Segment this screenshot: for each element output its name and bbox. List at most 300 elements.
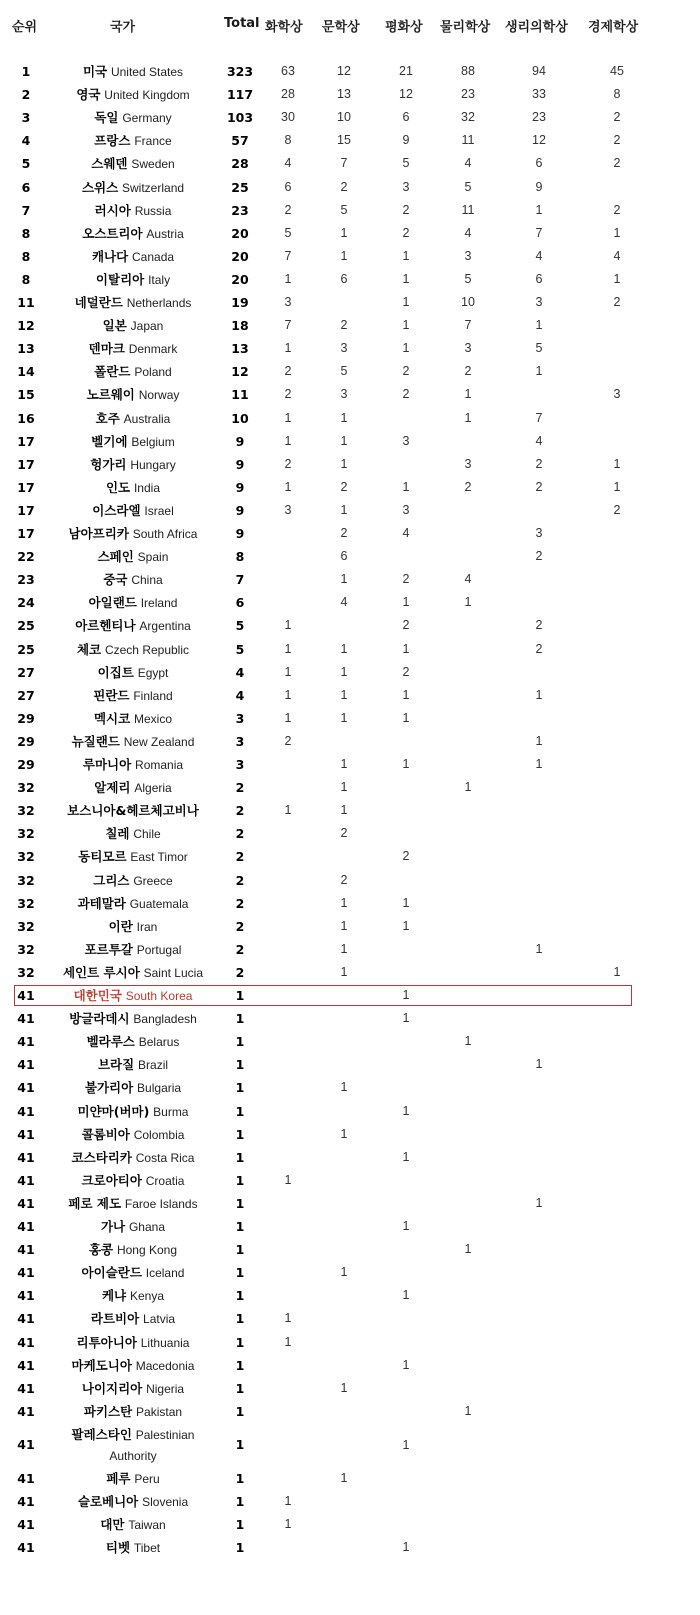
cell-country <box>52 661 214 684</box>
cell-peace: 4 <box>402 526 410 540</box>
cell-country <box>52 499 214 522</box>
cell-total: 1 <box>235 1011 245 1027</box>
cell-physics <box>444 984 492 1007</box>
header-country: 국가 <box>110 20 136 35</box>
cell-country <box>52 1100 214 1123</box>
cell-total: 2 <box>235 941 245 957</box>
cell-chemistry <box>265 938 311 961</box>
table-row <box>0 1513 700 1536</box>
cell-total: 1 <box>235 1357 245 1373</box>
country-name-korean: 체코 <box>76 641 102 657</box>
cell-total: 13 <box>231 341 249 357</box>
cell-country <box>52 753 214 776</box>
country-name-korean: 동티모르 <box>78 849 127 865</box>
cell-literature <box>320 1423 368 1467</box>
cell-peace <box>382 1192 430 1215</box>
cell-physics: 1 <box>464 410 472 425</box>
cell-rank: 41 <box>17 1242 35 1258</box>
cell-rank: 32 <box>17 849 35 865</box>
header-peace: 평화상 <box>385 20 423 35</box>
cell-peace <box>382 1238 430 1261</box>
cell-economics: 2 <box>613 295 621 309</box>
cell-rank: 41 <box>17 1403 35 1419</box>
cell-chemistry: 2 <box>284 733 292 748</box>
cell-medicine: 2 <box>535 641 543 656</box>
cell-rank: 29 <box>17 733 35 749</box>
cell-rank: 1 <box>21 64 31 79</box>
cell-literature <box>320 1284 368 1307</box>
table-row <box>0 1146 700 1169</box>
cell-physics <box>444 892 492 915</box>
cell-peace <box>382 1513 430 1536</box>
country-name-korean: 미얀마(버마) <box>77 1103 150 1119</box>
cell-physics: 1 <box>464 1403 472 1418</box>
cell-rank: 41 <box>17 1011 35 1027</box>
cell-chemistry <box>265 1238 311 1261</box>
cell-physics: 1 <box>464 1242 472 1257</box>
table-row <box>0 60 700 83</box>
cell-medicine <box>515 1261 563 1284</box>
cell-peace: 9 <box>402 133 410 148</box>
cell-physics <box>444 1261 492 1284</box>
table-row <box>0 314 700 337</box>
country-name-korean: 아일랜드 <box>88 595 137 611</box>
cell-total: 323 <box>226 64 254 79</box>
cell-peace <box>382 730 430 753</box>
cell-literature: 1 <box>340 1126 348 1141</box>
country-name-korean: 핀란드 <box>93 687 130 703</box>
country-name-english: Guatemala <box>129 896 189 911</box>
country-name-english: Italy <box>148 272 171 287</box>
cell-chemistry: 2 <box>284 387 292 402</box>
country-name-english: New Zealand <box>123 734 195 749</box>
table-row <box>0 268 700 291</box>
cell-medicine: 1 <box>535 1195 543 1210</box>
country-name-english: Kenya <box>129 1289 164 1304</box>
cell-chemistry <box>265 1007 311 1030</box>
cell-economics <box>593 938 641 961</box>
cell-total: 1 <box>235 1242 245 1258</box>
cell-chemistry <box>265 1400 311 1423</box>
cell-country <box>52 1123 214 1146</box>
cell-peace: 1 <box>402 271 410 286</box>
cell-physics <box>444 822 492 845</box>
table-row <box>0 845 700 868</box>
cell-total: 23 <box>231 202 249 218</box>
cell-rank: 41 <box>17 1540 35 1556</box>
cell-medicine: 4 <box>535 433 543 448</box>
cell-literature <box>320 1215 368 1238</box>
cell-medicine <box>515 1238 563 1261</box>
cell-country <box>52 1215 214 1238</box>
cell-peace <box>382 799 430 822</box>
cell-economics <box>593 845 641 868</box>
cell-total: 28 <box>231 156 249 172</box>
cell-economics <box>593 1123 641 1146</box>
country-name-korean: 중국 <box>103 572 128 588</box>
cell-total: 1 <box>235 1172 245 1188</box>
cell-literature: 1 <box>340 1265 348 1280</box>
table-row <box>0 568 700 591</box>
cell-peace <box>382 1377 430 1400</box>
cell-literature: 13 <box>337 87 351 102</box>
cell-chemistry <box>265 1100 311 1123</box>
cell-total: 5 <box>235 618 245 634</box>
cell-total: 20 <box>231 225 249 241</box>
cell-country <box>52 892 214 915</box>
cell-peace: 5 <box>402 156 410 171</box>
cell-total: 9 <box>235 456 245 472</box>
cell-economics: 1 <box>613 225 621 240</box>
cell-literature <box>320 1307 368 1330</box>
cell-country <box>52 799 214 822</box>
cell-country <box>52 199 214 222</box>
cell-country <box>52 476 214 499</box>
cell-rank: 17 <box>17 456 35 472</box>
cell-medicine: 2 <box>535 549 543 564</box>
header-literature: 문학상 <box>322 20 360 35</box>
cell-rank: 13 <box>17 341 35 357</box>
cell-chemistry <box>265 753 311 776</box>
cell-rank: 41 <box>17 1265 35 1281</box>
cell-physics <box>444 1536 492 1559</box>
cell-literature <box>320 730 368 753</box>
cell-rank: 22 <box>17 549 35 565</box>
cell-peace <box>382 938 430 961</box>
table-row <box>0 430 700 453</box>
cell-total: 3 <box>235 733 245 749</box>
cell-economics <box>593 1354 641 1377</box>
cell-medicine: 12 <box>532 133 546 148</box>
country-name-english: Belarus <box>138 1035 180 1050</box>
cell-total: 1 <box>235 1103 245 1119</box>
cell-literature <box>320 1354 368 1377</box>
cell-literature: 2 <box>340 826 348 841</box>
cell-literature <box>320 1192 368 1215</box>
cell-physics: 4 <box>464 225 472 240</box>
cell-total: 2 <box>235 964 245 980</box>
table-row <box>0 1076 700 1099</box>
cell-country <box>52 222 214 245</box>
cell-literature <box>320 1030 368 1053</box>
cell-chemistry: 1 <box>284 410 292 425</box>
cell-economics <box>593 176 641 199</box>
country-name-korean: 크로아티아 <box>81 1172 142 1188</box>
cell-economics <box>593 869 641 892</box>
cell-peace: 1 <box>402 1103 410 1118</box>
cell-total: 1 <box>235 1288 245 1304</box>
cell-chemistry <box>265 568 311 591</box>
cell-total: 1 <box>235 1057 245 1073</box>
cell-peace <box>382 869 430 892</box>
cell-medicine: 2 <box>535 479 543 494</box>
cell-peace: 1 <box>402 248 410 263</box>
cell-country <box>52 383 214 406</box>
cell-country <box>52 591 214 614</box>
cell-rank: 8 <box>21 248 31 264</box>
cell-economics <box>593 1490 641 1513</box>
cell-medicine: 4 <box>535 248 543 263</box>
cell-chemistry: 1 <box>284 1172 292 1187</box>
cell-peace: 1 <box>402 479 410 494</box>
cell-total: 1 <box>235 1436 245 1452</box>
table-row <box>0 1030 700 1053</box>
cell-peace: 1 <box>402 757 410 771</box>
cell-total: 1 <box>235 1517 245 1533</box>
cell-country <box>52 1192 214 1215</box>
country-name-korean: 벨라루스 <box>86 1034 135 1050</box>
country-name-korean: 세인트 루시아 <box>62 964 140 980</box>
cell-rank: 24 <box>17 595 35 611</box>
cell-economics <box>593 1307 641 1330</box>
cell-total: 10 <box>231 410 249 426</box>
cell-medicine: 33 <box>532 87 546 102</box>
cell-economics: 2 <box>613 133 621 148</box>
cell-physics: 4 <box>464 572 472 587</box>
country-name-english: Spain <box>137 550 169 565</box>
cell-medicine: 9 <box>535 179 543 194</box>
country-name-korean: 이집트 <box>97 664 134 680</box>
cell-economics <box>593 1169 641 1192</box>
cell-medicine <box>515 1076 563 1099</box>
table-row <box>0 730 700 753</box>
cell-physics: 4 <box>464 156 472 171</box>
cell-economics <box>593 337 641 360</box>
cell-total: 1 <box>235 1540 245 1556</box>
cell-peace: 12 <box>399 87 413 102</box>
cell-literature: 1 <box>340 1080 348 1095</box>
cell-rank: 32 <box>17 803 35 819</box>
cell-country <box>52 360 214 383</box>
cell-chemistry: 5 <box>284 225 292 240</box>
country-name-korean: 영국 <box>76 87 101 103</box>
cell-medicine <box>515 1467 563 1490</box>
country-name-korean: 파키스탄 <box>83 1403 133 1419</box>
cell-literature: 2 <box>340 179 348 194</box>
cell-total: 2 <box>235 918 245 934</box>
cell-rank: 12 <box>17 318 35 334</box>
cell-medicine <box>515 1423 563 1467</box>
cell-peace: 1 <box>402 295 410 309</box>
cell-literature: 1 <box>340 803 348 818</box>
country-name-english: Germany <box>122 111 172 126</box>
cell-physics <box>444 1467 492 1490</box>
cell-rank: 41 <box>17 1436 35 1452</box>
cell-medicine <box>515 1123 563 1146</box>
country-name-korean: 뉴질랜드 <box>71 733 120 749</box>
cell-rank: 32 <box>17 895 35 911</box>
table-row <box>0 476 700 499</box>
cell-chemistry <box>265 1536 311 1559</box>
cell-total: 1 <box>235 1334 245 1350</box>
cell-chemistry <box>265 961 311 984</box>
country-name-english: Russia <box>134 203 172 218</box>
cell-medicine <box>515 1169 563 1192</box>
country-name-korean: 덴마크 <box>88 341 125 357</box>
country-name-english: Palestinian Authority <box>109 1427 195 1463</box>
table-row <box>0 984 700 1007</box>
table-row <box>0 1490 700 1513</box>
cell-physics: 3 <box>464 341 472 356</box>
cell-physics <box>444 1123 492 1146</box>
cell-economics: 4 <box>613 248 621 263</box>
cell-economics: 45 <box>610 64 624 78</box>
cell-economics <box>593 730 641 753</box>
table-row <box>0 707 700 730</box>
cell-physics <box>444 1146 492 1169</box>
cell-chemistry: 1 <box>284 1494 292 1509</box>
cell-peace: 2 <box>402 364 410 379</box>
country-name-korean: 멕시코 <box>93 710 131 726</box>
table-row <box>0 1331 700 1354</box>
table-row <box>0 1536 700 1559</box>
cell-peace: 3 <box>402 433 410 448</box>
cell-medicine <box>515 776 563 799</box>
cell-peace: 21 <box>399 64 413 78</box>
country-name-english: Iceland <box>145 1266 185 1281</box>
cell-country <box>52 776 214 799</box>
cell-medicine: 2 <box>535 456 543 471</box>
cell-total: 9 <box>235 526 245 541</box>
cell-economics <box>593 638 641 661</box>
country-name-korean: 페루 <box>106 1471 131 1486</box>
cell-medicine <box>515 1331 563 1354</box>
cell-chemistry: 3 <box>284 295 292 309</box>
country-name-english: Romania <box>135 758 184 772</box>
country-name-korean: 리투아니아 <box>76 1334 137 1350</box>
country-name-english: Greece <box>133 873 173 888</box>
cell-economics <box>593 545 641 568</box>
header-total: Total <box>224 16 260 31</box>
cell-medicine <box>515 799 563 822</box>
cell-peace <box>382 1307 430 1330</box>
cell-total: 4 <box>235 664 245 680</box>
cell-chemistry: 28 <box>281 87 295 102</box>
cell-rank: 23 <box>17 572 35 588</box>
table-row <box>0 337 700 360</box>
cell-chemistry: 4 <box>284 156 292 171</box>
cell-country <box>52 1377 214 1400</box>
cell-rank: 6 <box>21 179 31 195</box>
cell-medicine <box>515 661 563 684</box>
cell-total: 19 <box>231 295 249 310</box>
cell-country <box>52 1076 214 1099</box>
cell-literature: 1 <box>340 225 348 240</box>
cell-economics <box>593 614 641 637</box>
table-row <box>0 684 700 707</box>
country-name-english: Latvia <box>143 1312 176 1327</box>
country-name-english: United States <box>110 65 184 79</box>
cell-physics <box>444 661 492 684</box>
cell-medicine: 1 <box>535 941 543 956</box>
cell-physics <box>444 1331 492 1354</box>
cell-chemistry <box>265 1284 311 1307</box>
table-row <box>0 129 700 152</box>
cell-economics <box>593 915 641 938</box>
cell-medicine: 6 <box>535 156 543 171</box>
cell-total: 9 <box>235 479 245 495</box>
cell-physics: 1 <box>464 387 472 402</box>
cell-country <box>52 1030 214 1053</box>
country-name-korean: 호주 <box>95 410 120 426</box>
table-row <box>0 199 700 222</box>
country-name-english: Tibet <box>133 1541 161 1556</box>
table-row <box>0 522 700 545</box>
cell-economics <box>593 360 641 383</box>
cell-economics <box>593 753 641 776</box>
cell-physics <box>444 1513 492 1536</box>
cell-economics: 1 <box>613 964 621 979</box>
cell-peace <box>382 1331 430 1354</box>
cell-economics <box>593 1261 641 1284</box>
cell-economics <box>593 1284 641 1307</box>
country-name-korean: 오스트리아 <box>82 225 143 241</box>
cell-country <box>52 1424 214 1468</box>
cell-literature: 1 <box>340 433 348 448</box>
cell-country <box>52 106 214 129</box>
cell-peace: 1 <box>402 687 410 702</box>
cell-peace: 1 <box>402 1011 410 1026</box>
cell-peace: 2 <box>402 387 410 402</box>
table-row <box>0 1377 700 1400</box>
country-name-english: Algeria <box>134 781 172 796</box>
table-row <box>0 915 700 938</box>
cell-total: 18 <box>231 318 249 334</box>
cell-country <box>52 1513 214 1536</box>
cell-economics: 2 <box>613 202 621 217</box>
cell-medicine: 7 <box>535 225 543 240</box>
table-row <box>0 1307 700 1330</box>
cell-economics <box>593 1192 641 1215</box>
cell-total: 103 <box>226 110 254 126</box>
cell-literature: 1 <box>340 410 348 425</box>
cell-medicine <box>515 1215 563 1238</box>
cell-rank: 32 <box>17 872 35 888</box>
cell-peace: 3 <box>402 502 410 517</box>
country-name-korean: 코스타리카 <box>71 1149 132 1165</box>
cell-rank: 41 <box>17 1195 35 1211</box>
cell-rank: 11 <box>17 295 35 310</box>
cell-economics: 2 <box>613 110 621 125</box>
country-name-english: Chile <box>133 827 161 842</box>
cell-chemistry: 1 <box>284 433 292 448</box>
table-row <box>0 407 700 430</box>
cell-chemistry: 2 <box>284 202 292 217</box>
cell-chemistry <box>265 522 311 545</box>
cell-peace: 1 <box>402 641 410 656</box>
header-medicine: 생리의학상 <box>505 20 568 35</box>
cell-medicine: 23 <box>532 110 546 125</box>
country-name-korean: 일본 <box>102 318 127 334</box>
cell-rank: 41 <box>17 1126 35 1142</box>
cell-chemistry <box>265 984 311 1007</box>
country-name-korean: 러시아 <box>94 202 131 218</box>
cell-rank: 41 <box>17 1219 35 1234</box>
country-name-english: Lithuania <box>140 1335 190 1350</box>
cell-peace: 1 <box>402 1219 410 1233</box>
cell-country <box>52 984 214 1007</box>
cell-rank: 27 <box>17 664 35 680</box>
country-name-english: Nigeria <box>146 1381 185 1396</box>
table-row <box>0 1053 700 1076</box>
cell-total: 3 <box>235 710 245 726</box>
cell-total: 117 <box>226 87 254 103</box>
country-name-korean: 티벳 <box>105 1540 131 1556</box>
cell-medicine <box>515 915 563 938</box>
cell-country <box>52 938 214 961</box>
cell-economics <box>593 1536 641 1559</box>
cell-rank: 16 <box>17 410 35 426</box>
